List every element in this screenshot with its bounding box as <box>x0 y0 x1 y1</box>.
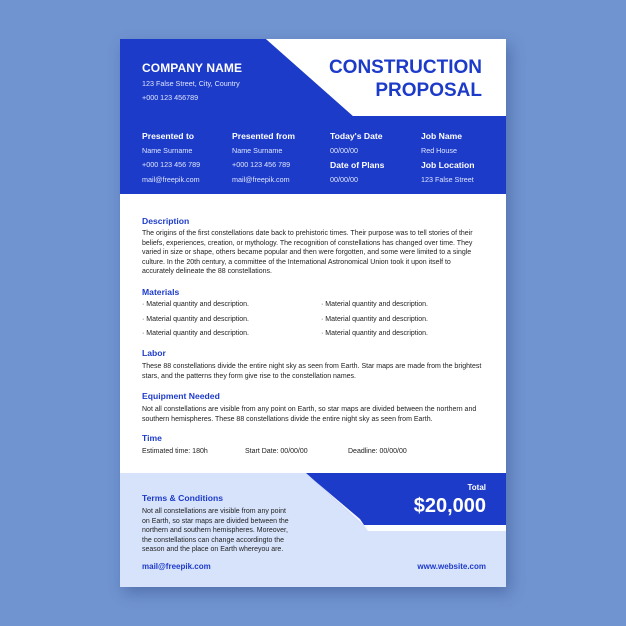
presented-to-name: Name Surname <box>142 146 193 155</box>
equipment-text: Not all constellations are visible from any point on Earth, so star maps are divided between the northern and southern hemispheres. These 88 constellations divide the entire night sky as seen from Earth. <box>142 406 477 423</box>
list-item: · Material quantity and description. <box>142 316 249 323</box>
job-name-heading: Job Name <box>421 131 463 141</box>
list-item: · Material quantity and description. <box>142 330 249 337</box>
presented-to-phone: +000 123 456 789 <box>142 160 201 169</box>
title-line-1: CONSTRUCTION <box>328 57 482 78</box>
presented-to-email: mail@freepik.com <box>142 175 200 184</box>
company-phone: +000 123 456789 <box>142 93 199 102</box>
presented-from-name: Name Surname <box>232 146 283 155</box>
total-value: $20,000 <box>413 495 486 517</box>
deadline: Deadline: 00/00/00 <box>348 448 407 455</box>
total-label: Total <box>467 483 486 492</box>
description-heading: Description <box>142 216 190 226</box>
proposal-page <box>120 39 506 587</box>
company-address: 123 False Street, City, Country <box>142 79 240 88</box>
terms-text: Not all constellations are visible from any point on Earth, so star maps are divided between the northern and southern hemispheres. Moreover, the constellations can change accordingto the season and the place on Earth whereyou are. <box>142 508 289 553</box>
description-text: The origins of the first constellations date back to prehistoric times. Their purpose was to tell stories of their beliefs, experiences, creation, or mythology. The recognition of constellations has changed over time. They varied in size or shape, others became popular and then were forgotten, and some were limited to a single culture. In the 20th century, a committee of the International Astronomical Union took it upon itself to accurately delineate the 88 constellations. <box>142 230 473 275</box>
date-of-plans-heading: Date of Plans <box>330 160 385 170</box>
presented-from-heading: Presented from <box>232 131 296 141</box>
todays-date-heading: Today's Date <box>330 131 383 141</box>
company-name: COMPANY NAME <box>142 61 243 75</box>
list-item: · Material quantity and description. <box>321 316 428 323</box>
page-title <box>329 56 482 102</box>
presented-from-email: mail@freepik.com <box>232 175 290 184</box>
footer-email[interactable]: mail@freepik.com <box>142 562 211 571</box>
title-line-2: PROPOSAL <box>375 80 482 101</box>
todays-date-value: 00/00/00 <box>330 146 358 155</box>
terms-heading: Terms & Conditions <box>142 493 224 503</box>
labor-heading: Labor <box>142 348 166 358</box>
presented-to-heading: Presented to <box>142 131 195 141</box>
list-item: · Material quantity and description. <box>142 301 249 308</box>
job-location-heading: Job Location <box>421 160 475 170</box>
job-location-value: 123 False Street <box>421 175 474 184</box>
job-name-value: Red House <box>421 146 457 155</box>
presented-from-phone: +000 123 456 789 <box>232 160 291 169</box>
footer-website[interactable]: www.website.com <box>417 562 486 571</box>
estimated-time: Estimated time: 180h <box>142 448 208 455</box>
date-of-plans-value: 00/00/00 <box>330 175 358 184</box>
equipment-heading: Equipment Needed <box>142 391 220 401</box>
materials-heading: Materials <box>142 287 180 297</box>
list-item: · Material quantity and description. <box>321 330 428 337</box>
list-item: · Material quantity and description. <box>321 301 428 308</box>
time-heading: Time <box>142 433 162 443</box>
start-date: Start Date: 00/00/00 <box>245 448 308 455</box>
labor-text: These 88 constellations divide the entire night sky as seen from Earth. Star maps are made from the brightest stars, and the patterns they form give rise to the constellation names. <box>142 363 482 380</box>
